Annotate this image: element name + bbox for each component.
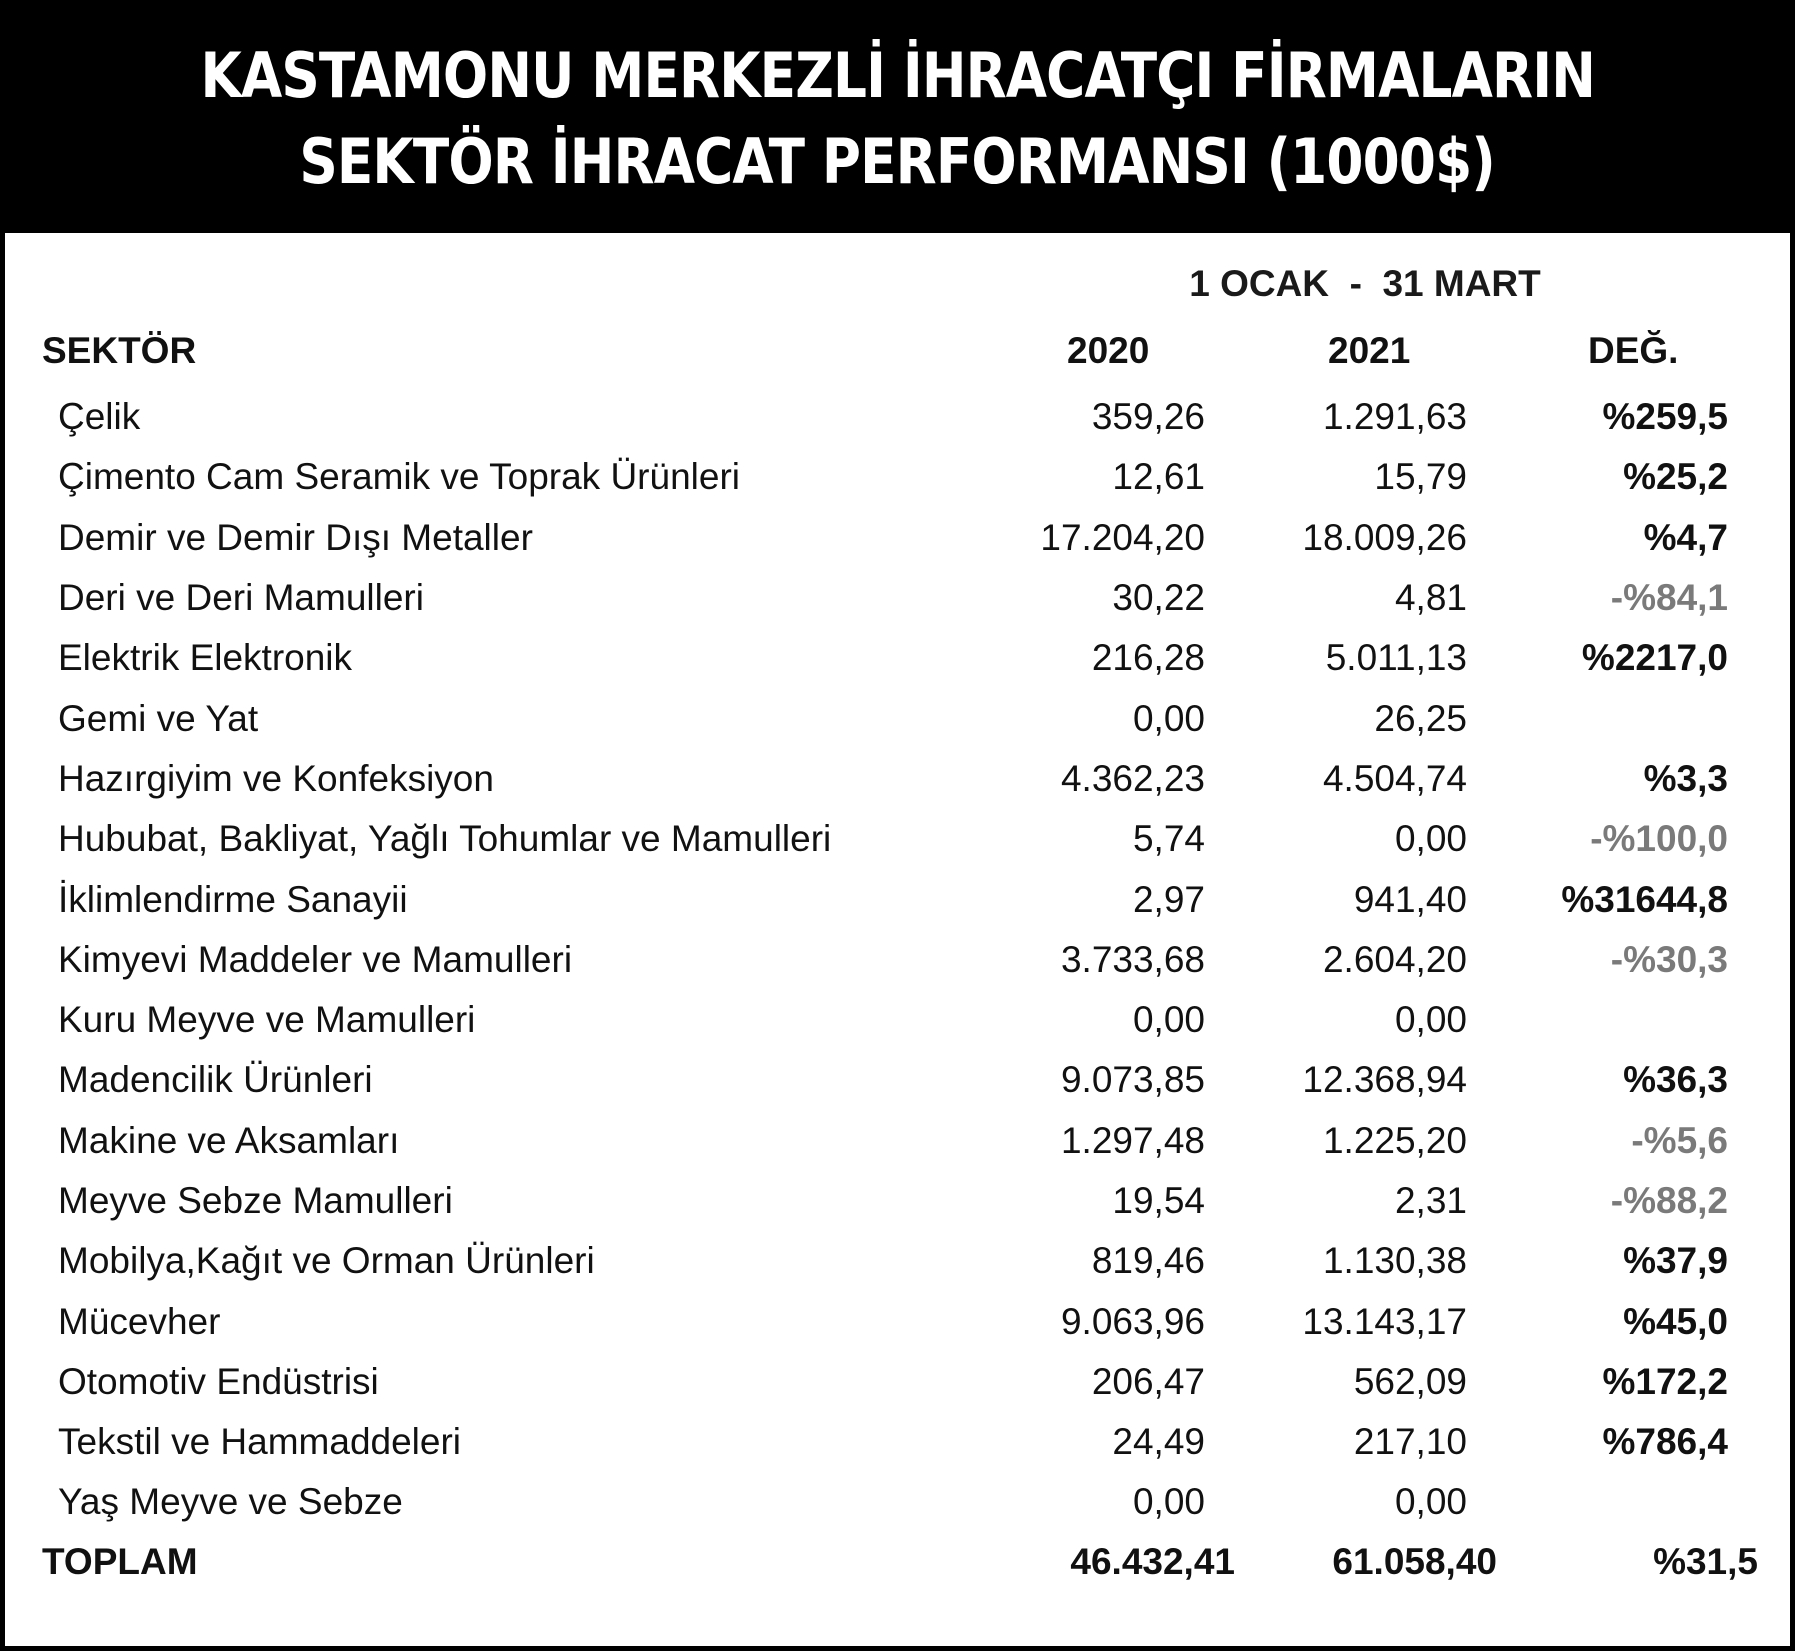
value-2020: 9.073,85: [1060, 1059, 1205, 1101]
change-value: [1467, 990, 1728, 1050]
header-sector: SEKTÖR: [42, 330, 197, 371]
sector-name: Kuru Meyve ve Mamulleri: [58, 999, 476, 1041]
change-value: %786,4: [1602, 1421, 1728, 1463]
value-2020: 5,74: [1132, 818, 1205, 860]
period-label: 1 OCAK - 31 MART: [1189, 263, 1541, 304]
table-row: [45, 447, 1728, 507]
value-2021: 0,00: [1394, 999, 1467, 1041]
sector-name: İklimlendirme Sanayii: [58, 878, 408, 920]
value-2021: 5.011,13: [1325, 637, 1467, 679]
sector-name: Çelik: [58, 396, 141, 438]
value-2020: 9.063,96: [1060, 1300, 1205, 1342]
value-2020: 1.297,48: [1060, 1119, 1205, 1161]
sector-name: Madencilik Ürünleri: [58, 1059, 373, 1101]
table-row: [45, 568, 1728, 628]
table-row: [45, 628, 1728, 688]
value-2020: 24,49: [1112, 1421, 1205, 1463]
value-2020: 2,97: [1132, 878, 1205, 920]
title-line-2: SEKTÖR İHRACAT PERFORMANSI (1000$): [299, 125, 1496, 198]
change-value: %172,2: [1602, 1360, 1728, 1402]
value-2021: 4.504,74: [1322, 757, 1467, 799]
value-2021: 18.009,26: [1302, 516, 1467, 558]
value-2020: 0,00: [1132, 697, 1205, 739]
value-2021: 1.291,63: [1322, 396, 1467, 438]
value-2020: 17.204,20: [1040, 516, 1205, 558]
change-value: -%84,1: [1610, 577, 1728, 619]
sector-name: Gemi ve Yat: [58, 697, 259, 739]
table-row: [45, 1171, 1728, 1231]
value-2021: 941,40: [1353, 878, 1467, 920]
change-value: -%100,0: [1590, 818, 1728, 860]
change-value: [1467, 1472, 1728, 1532]
table-row: [45, 387, 1728, 447]
value-2020: 3.733,68: [1060, 938, 1205, 980]
change-value: %3,3: [1643, 757, 1728, 799]
value-2021: 562,09: [1353, 1360, 1467, 1402]
change-value: %45,0: [1623, 1300, 1728, 1342]
value-2020: 216,28: [1091, 637, 1205, 679]
table-row: [45, 688, 1728, 748]
change-value: %31644,8: [1561, 878, 1728, 920]
value-2020: 0,00: [1132, 1481, 1205, 1523]
sector-name: Tekstil ve Hammaddeleri: [58, 1421, 462, 1463]
sector-name: Demir ve Demir Dışı Metaller: [58, 516, 533, 558]
sector-name: Yaş Meyve ve Sebze: [58, 1481, 403, 1523]
value-2020: 30,22: [1112, 577, 1205, 619]
sector-name: Makine ve Aksamları: [58, 1119, 400, 1161]
value-2021: 2,31: [1394, 1180, 1467, 1221]
table-row: [45, 1472, 1728, 1532]
value-2021: 26,25: [1374, 697, 1467, 739]
sector-name: Elektrik Elektronik: [58, 637, 353, 679]
sector-name: Hazırgiyim ve Konfeksiyon: [58, 757, 494, 799]
value-2020: 819,46: [1091, 1240, 1205, 1282]
change-value: -%5,6: [1631, 1119, 1728, 1161]
value-2021: 217,10: [1353, 1421, 1467, 1463]
table-row: [45, 1050, 1728, 1110]
change-value: -%88,2: [1610, 1180, 1728, 1221]
table-row: [45, 809, 1728, 869]
value-2021: 1.130,38: [1322, 1240, 1467, 1282]
value-2020: 359,26: [1091, 396, 1205, 438]
total-row: [5, 1541, 1790, 1587]
value-2021: 13.143,17: [1302, 1300, 1467, 1342]
change-value: %259,5: [1602, 396, 1728, 438]
table-row: [45, 1352, 1728, 1412]
table-row: [45, 749, 1728, 809]
table-row: [45, 990, 1728, 1050]
sector-name: Kimyevi Maddeler ve Mamulleri: [58, 938, 573, 980]
header-2020: 2020: [1067, 330, 1150, 371]
title-banner: [5, 5, 1790, 233]
table-row: [45, 1291, 1728, 1351]
total-change: %31,5: [1653, 1541, 1758, 1582]
value-2020: 4.362,23: [1060, 757, 1205, 799]
header-2021: 2021: [1328, 330, 1411, 371]
change-value: -%30,3: [1610, 938, 1728, 980]
value-2021: 12.368,94: [1302, 1059, 1467, 1101]
sector-name: Deri ve Deri Mamulleri: [58, 577, 424, 619]
change-value: %2217,0: [1581, 637, 1728, 679]
sector-name: Hububat, Bakliyat, Yağlı Tohumlar ve Mamulleri: [58, 818, 832, 860]
sector-name: Otomotiv Endüstrisi: [58, 1360, 379, 1402]
total-label: TOPLAM: [42, 1541, 198, 1582]
table-row: [45, 508, 1728, 568]
title-line-1: KASTAMONU MERKEZLİ İHRACATÇI FİRMALARIN: [200, 39, 1595, 112]
change-value: [1467, 688, 1728, 748]
table-row: [45, 930, 1728, 990]
change-value: %36,3: [1623, 1059, 1728, 1101]
change-value: %37,9: [1623, 1240, 1728, 1282]
total-2020: 46.432,41: [1070, 1541, 1235, 1582]
table-row: [45, 1231, 1728, 1291]
table-row: [45, 1412, 1728, 1472]
table-row: [45, 869, 1728, 929]
sector-table: [45, 387, 1728, 1533]
total-2021: 61.058,40: [1332, 1541, 1497, 1582]
value-2020: 12,61: [1112, 456, 1205, 498]
value-2021: 15,79: [1374, 456, 1467, 498]
change-value: %4,7: [1643, 516, 1728, 558]
value-2021: 0,00: [1394, 1481, 1467, 1523]
change-value: %25,2: [1623, 456, 1728, 498]
value-2020: 19,54: [1112, 1180, 1205, 1221]
sector-name: Mücevher: [58, 1300, 221, 1342]
value-2020: 206,47: [1091, 1360, 1205, 1402]
sector-name: Meyve Sebze Mamulleri: [58, 1180, 453, 1221]
value-2021: 4,81: [1394, 577, 1467, 619]
value-2021: 1.225,20: [1322, 1119, 1467, 1161]
value-2021: 0,00: [1394, 818, 1467, 860]
sector-name: Mobilya,Kağıt ve Orman Ürünleri: [58, 1240, 595, 1282]
value-2021: 2.604,20: [1322, 938, 1467, 980]
header-change: DEĞ.: [1588, 330, 1679, 371]
value-2020: 0,00: [1132, 999, 1205, 1041]
table-row: [45, 1111, 1728, 1171]
sector-name: Çimento Cam Seramik ve Toprak Ürünleri: [58, 456, 740, 498]
